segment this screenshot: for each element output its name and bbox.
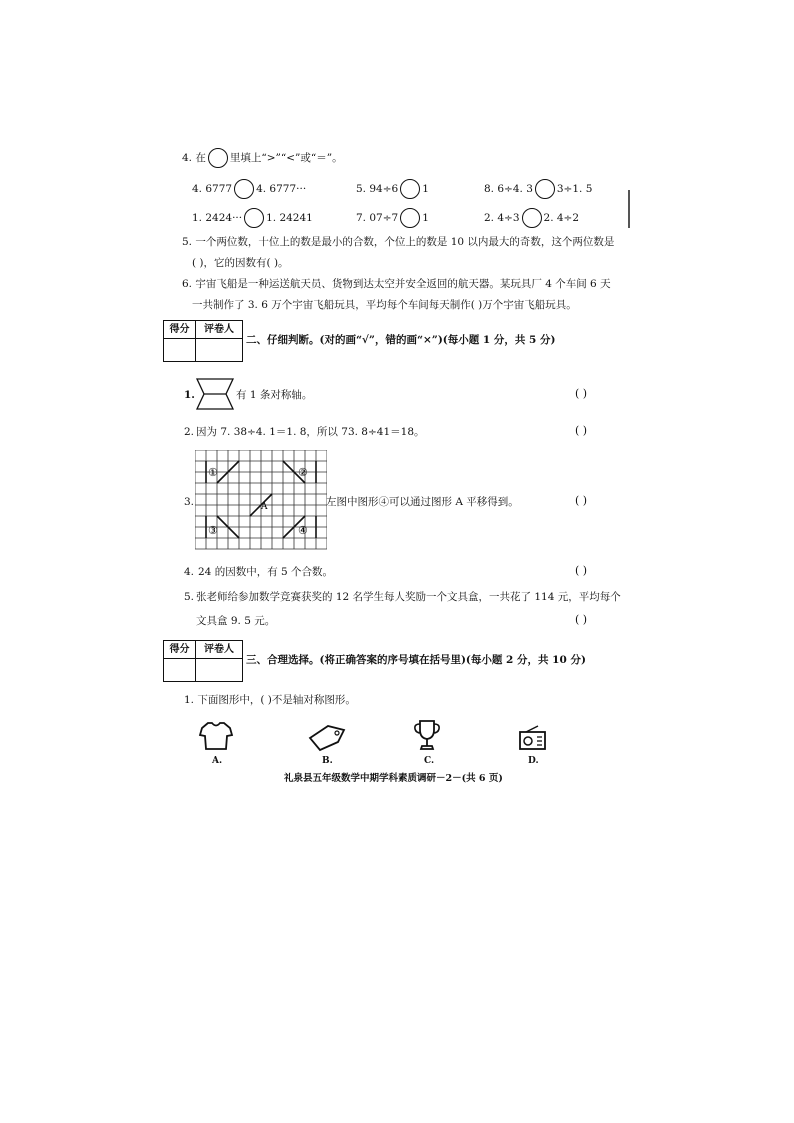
q4-prompt: [182, 148, 343, 168]
s2-item1-num: 1.: [184, 389, 195, 401]
reviewer-cell[interactable]: [196, 339, 242, 361]
section3-title: 三、合理选择。(将正确答案的序号填在括号里)(每小题 2 分，共 10 分): [246, 654, 586, 666]
option-b[interactable]: B.: [322, 756, 333, 766]
compare-circle[interactable]: [535, 179, 555, 199]
answer-paren-1[interactable]: ( ): [575, 387, 588, 400]
option-d[interactable]: D.: [528, 756, 539, 766]
section2-title: 二、仔细判断。(对的画“√”，错的画“×”)(每小题 1 分，共 5 分): [246, 334, 556, 346]
s2-item3-text: 左图中图形④可以通过图形 A 平移得到。: [326, 496, 519, 508]
s2-item4-text: 24 的因数中，有 5 个合数。: [198, 566, 334, 578]
s2-item5-text2: 文具盒 9. 5 元。: [196, 615, 276, 627]
q4-prompt-after: 里填上“>”“<”或“＝”。: [229, 152, 343, 164]
grid-label-a: A: [261, 502, 268, 512]
answer-paren-4[interactable]: ( ): [575, 564, 588, 577]
q4-item-2-1[interactable]: [192, 208, 313, 228]
q4-prompt-before: 4. 在: [182, 152, 206, 164]
q6-line2[interactable]: 一共制作了 3. 6 万个宇宙飞船玩具，平均每个车间每天制作( )万个宇宙飞船玩具。: [192, 299, 577, 311]
s2-item4-num: 4.: [184, 566, 195, 578]
q4-left: 7. 07÷7: [356, 212, 399, 224]
score-cell[interactable]: [164, 659, 196, 681]
score-label: 得分: [164, 641, 196, 659]
score-box-section3: [163, 640, 243, 682]
q4-item-2-3[interactable]: [484, 208, 579, 228]
tag-icon: [306, 722, 348, 752]
radio-icon: [518, 724, 548, 752]
s2-item1-text: 有 1 条对称轴。: [236, 389, 313, 401]
q4-left: 2. 4÷3: [484, 212, 520, 224]
shirt-icon: [198, 720, 234, 752]
q4-right: 4. 6777···: [256, 183, 307, 195]
reviewer-label: 评卷人: [196, 321, 242, 339]
circle-icon: [208, 148, 228, 168]
compare-circle[interactable]: [400, 208, 420, 228]
answer-paren-5[interactable]: ( ): [575, 613, 588, 626]
s2-item2-text: 因为 7. 38÷4. 1＝1. 8，所以 73. 8÷41＝18。: [196, 426, 425, 438]
q4-item-1-2[interactable]: [356, 179, 429, 199]
answer-paren-3[interactable]: ( ): [575, 494, 588, 507]
q4-right: 2. 4÷2: [543, 212, 580, 224]
q4-right: 3÷1. 5: [556, 183, 593, 195]
answer-paren-2[interactable]: ( ): [575, 424, 588, 437]
trapezoid-figure-icon: [195, 377, 235, 411]
q4-right: 1. 24241: [266, 212, 313, 224]
option-a[interactable]: A.: [212, 756, 223, 766]
compare-circle[interactable]: [244, 208, 264, 228]
grid-label-3: ③: [208, 524, 218, 537]
q5-line2[interactable]: ( )，它的因数有( )。: [192, 257, 289, 269]
reviewer-label: 评卷人: [196, 641, 242, 659]
compare-circle[interactable]: [400, 179, 420, 199]
q4-left: 5. 94÷6: [356, 183, 399, 195]
q4-right: 1: [422, 183, 429, 195]
score-label: 得分: [164, 321, 196, 339]
s3-q1[interactable]: 1. 下面图形中，( )不是轴对称图形。: [184, 694, 356, 706]
q5-line1: 5. 一个两位数，十位上的数是最小的合数，个位上的数是 10 以内最大的奇数，这个两位数是: [182, 236, 615, 248]
compare-circle[interactable]: [234, 179, 254, 199]
q6-line1: 6. 宇宙飞船是一种运送航天员、货物到达太空并安全返回的航天器。某玩具厂 4 个车间 6 天: [182, 278, 611, 290]
reviewer-cell[interactable]: [196, 659, 242, 681]
scan-edge-mark: [628, 190, 630, 228]
compare-circle[interactable]: [522, 208, 542, 228]
q4-item-1-3[interactable]: [484, 179, 592, 199]
trophy-icon: [412, 718, 442, 752]
grid-figure: [195, 450, 327, 552]
page-footer: 礼泉县五年级数学中期学科素质调研－2－(共 6 页): [284, 773, 503, 784]
q4-item-2-2[interactable]: [356, 208, 429, 228]
q4-right: 1: [422, 212, 429, 224]
q4-left: 8. 6÷4. 3: [484, 183, 533, 195]
q4-left: 4. 6777: [192, 183, 233, 195]
score-box-section2: [163, 320, 243, 362]
grid-label-1: ①: [208, 466, 218, 479]
score-cell[interactable]: [164, 339, 196, 361]
s2-item5-num: 5.: [184, 591, 195, 603]
option-c[interactable]: C.: [424, 756, 435, 766]
grid-label-2: ②: [298, 466, 308, 479]
s2-item5-text: 张老师给参加数学竞赛获奖的 12 名学生每人奖励一个文具盒，一共花了 114 元，平均每个: [196, 591, 621, 603]
q4-left: 1. 2424···: [192, 212, 243, 224]
s2-item2-num: 2.: [184, 426, 195, 438]
s2-item3-num: 3.: [184, 496, 195, 508]
grid-label-4: ④: [298, 524, 308, 537]
q4-item-1-1[interactable]: [192, 179, 306, 199]
